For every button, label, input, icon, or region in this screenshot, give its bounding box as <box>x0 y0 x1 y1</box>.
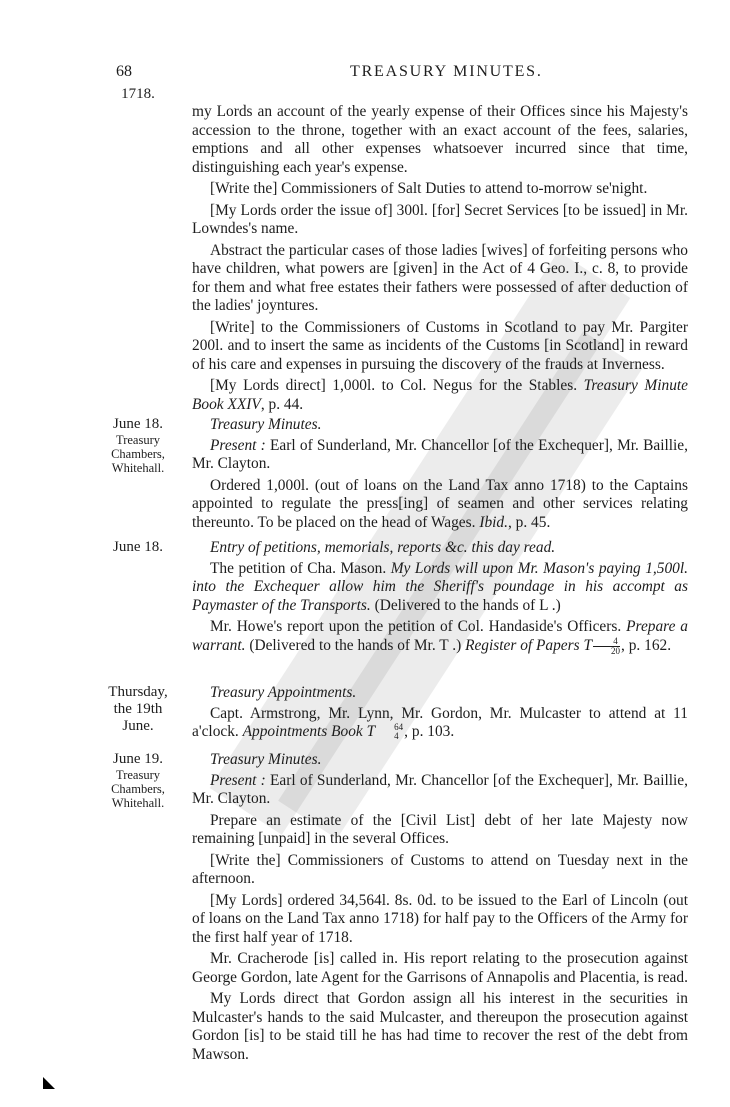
entry-date: the 19th <box>113 701 163 717</box>
present-names: Earl of Sunderland, Mr. Chancellor [of the Exchequer], Mr. Baillie, Mr. Clayton. <box>192 436 688 472</box>
present-line <box>192 772 688 809</box>
entry-heading: Treasury Minutes. <box>210 416 322 433</box>
paragraph: Abstract the particular cases of those ladies [wives] of forfeiting persons who have children, what powers are [given] in the Act of 4 Geo. I., c. 8, to provide for them and what free estates their fathers were possessed of after deduction of the ladies' joyntures. <box>192 241 688 314</box>
entry-place: Chambers, <box>111 447 165 461</box>
paragraph-text: Capt. Armstrong, Mr. Lynn, Mr. Gordon, Mr. Mulcaster to attend at 11 a'clock. <box>192 704 688 740</box>
margin-date <box>96 416 180 475</box>
entry-body <box>192 103 688 417</box>
margin-year <box>96 86 180 103</box>
margin-date <box>96 684 180 735</box>
paragraph <box>192 618 688 656</box>
paragraph: Prepare an estimate of the [Civil List] debt of her late Majesty now remaining [unpaid] in the several Offices. <box>192 811 688 847</box>
entry-place: Whitehall. <box>111 796 165 810</box>
entry-heading: Treasury Appointments. <box>210 684 357 701</box>
paragraph: [My Lords order the issue of] 300l. [for] Secret Services [to be issued] in Mr. Lowndes's name. <box>192 201 688 237</box>
paragraph: [Write the] Commissioners of Salt Duties to attend to-morrow se'night. <box>210 180 648 197</box>
petition-title: The petition of Cha. Mason. <box>210 559 387 577</box>
paragraph <box>192 560 688 616</box>
fraction-numerator: 4 <box>593 637 620 647</box>
paragraph <box>192 377 688 414</box>
fraction-denominator: 4 <box>394 731 399 742</box>
paragraph: [My Lords] ordered 34,564l. 8s. 0d. to be issued to the Earl of Lincoln (out of loans on the Land Tax anno 1718) for half pay to the Officers of the Army for the first half year of 1718. <box>192 891 688 946</box>
delivery-note: (Delivered to the hands of L .) <box>374 596 561 614</box>
fraction <box>593 637 620 656</box>
paragraph: My Lords direct that Gordon assign all his interest in the securities in Mulcaster's hands to the said Mulcaster, and thereupon the prosecution against Gordon [is] to be staid till he has had time to recover the rest of the debt from Mawson. <box>192 990 688 1063</box>
entry-date: June 18. <box>113 539 163 555</box>
page-header <box>0 63 730 85</box>
present-label: Present : <box>210 771 266 789</box>
paragraph <box>192 705 688 742</box>
fraction-numerator: 64 <box>394 722 404 733</box>
source-page: , p. 45. <box>507 513 551 531</box>
entry-body <box>192 684 688 745</box>
present-label: Present : <box>210 436 266 454</box>
entry-date: June. <box>122 718 154 734</box>
fraction <box>376 723 403 741</box>
running-title: TREASURY MINUTES. <box>350 63 543 80</box>
report-title: Mr. Howe's report upon the petition of Col. Handaside's Officers. <box>210 618 622 635</box>
margin-date <box>96 751 180 810</box>
source-page: , p. 44. <box>260 395 304 413</box>
margin-date <box>96 539 180 556</box>
entry-place: Whitehall. <box>111 461 165 475</box>
paragraph: my Lords an account of the yearly expense of their Offices since his Majesty's accession to the throne, together with an exact account of the fees, salaries, emptions and all other expenses whatsoever incurred since that time, distinguishing each year's expense. <box>192 103 688 176</box>
paragraph-text: Ordered 1,000l. (out of loans on the Land Tax anno 1718) to the Captains appointed to regulate the press[ing] of seamen and other services relating thereunto. To be placed on the head of Wages. <box>192 476 688 531</box>
paragraph-text: [My Lords direct] 1,000l. to Col. Negus for the Stables. <box>210 377 578 394</box>
delivery-note: (Delivered to the hands of Mr. T .) <box>249 636 462 654</box>
paragraph: Mr. Cracherode [is] called in. His report relating to the prosecution against George Gordon, late Agent for the Garrisons of Annapolis and Placentia, is read. <box>192 950 688 986</box>
paragraph: [Write the] Commissioners of Customs to attend on Tuesday next in the afternoon. <box>192 851 688 887</box>
source-reference: Register of Papers T <box>465 636 593 654</box>
source-reference: Ibid. <box>479 513 508 531</box>
paragraph: [Write] to the Commissioners of Customs in Scotland to pay Mr. Pargiter 200l. and to insert the same as incidents of the Customs [in Scotland] in reward of his care and expenses in pursuing the discovery of the frauds at Inverness. <box>192 318 688 373</box>
source-reference: Appointments Book T <box>242 723 376 740</box>
entry-place: Chambers, <box>111 782 165 796</box>
page-number: 68 <box>116 63 132 80</box>
entry-date: Thursday, <box>108 684 168 700</box>
paragraph <box>192 477 688 533</box>
entry-place: Treasury <box>116 768 160 782</box>
present-names: Earl of Sunderland, Mr. Chancellor [of the Exchequer], Mr. Baillie, Mr. Clayton. <box>192 771 688 807</box>
source-page: , p. 162. <box>621 636 672 654</box>
entry-heading: Entry of petitions, memorials, reports &c. this day read. <box>210 539 556 556</box>
page-corner-mark <box>43 1077 55 1089</box>
fraction-denominator: 20 <box>611 645 621 656</box>
entry-place: Treasury <box>116 433 160 447</box>
entry-body <box>192 751 688 1067</box>
year-label: 1718. <box>121 86 155 102</box>
source-page: , p. 103. <box>404 723 455 740</box>
entry-body <box>192 539 688 659</box>
entry-heading: Treasury Minutes. <box>210 751 322 768</box>
petition-decision: My Lords will upon Mr. Mason's paying 1,500l. into the Exchequer allow him the Sheriff's poundage in his accompt as Paymaster of the Transports. <box>192 559 688 614</box>
entry-date: June 19. <box>113 751 163 767</box>
present-line <box>192 437 688 474</box>
entry-date: June 18. <box>113 416 163 432</box>
report-decision: Prepare a warrant. <box>192 618 688 654</box>
source-reference: Treasury Minute Book XXIV <box>192 377 688 413</box>
entry-body <box>192 416 688 535</box>
